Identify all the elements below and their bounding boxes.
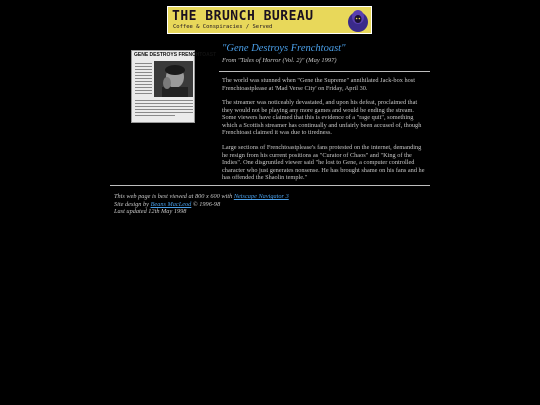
page-footer [114, 193, 289, 216]
article-paragraph: Large sections of Frenchtoastplease's fans protested on the internet, demanding he resign from his current positions as "Curator of Chaos" and "King of the Indies". One disgruntled viewer said "he lost to Gene, a computer controlled character who just generates nonsense. He has brought shame on his fans and he has offended the Shaolin temple." [222, 144, 425, 182]
footer-text: Site design by [114, 200, 151, 208]
divider [219, 71, 430, 72]
last-updated: Last updated 12th May 1998 [114, 208, 187, 215]
article-title: "Gene Destroys Frenchtoast" [222, 43, 346, 54]
newspaper-clipping-image [131, 50, 217, 123]
designer-link[interactable]: Beans MacLeod [150, 200, 192, 208]
clipping-headline: GENE DESTROYS FRENCHTOAST [134, 52, 217, 58]
banner-subtitle: Coffee & Conspiracies / Served [173, 24, 273, 30]
netscape-link[interactable]: Netscape Navigator 3 [233, 193, 289, 200]
article-paragraph: The world was stunned when "Gene the Supreme" annihilated Jack-box host Frenchtoastplease at 'Mad Verse City' on Friday, April 30. [222, 77, 415, 92]
footer-credits [114, 201, 289, 209]
article-paragraph: The streamer was noticeably devastated, and upon his defeat, proclaimed that they would not be playing any more games and would be ending the stream. Some viewers have claimed that this is evidence of a "rage quit", something which a Scottish streamer has continually and unfairly been accused of, though Frenchtoast claimed it was due to tiredness. [222, 99, 422, 137]
portrait-icon [154, 61, 193, 97]
divider [110, 185, 430, 186]
hooded-figure-icon [347, 8, 369, 32]
footer-text: This web page is best viewed at 800 x 600 with [114, 193, 234, 200]
copyright-text: © 1996-98 [191, 200, 221, 208]
article-source: From "Tales of Horror (Vol. 2)" (May 1997) [222, 57, 337, 64]
footer-browser-note [114, 193, 289, 201]
banner-title: THE BRUNCH BUREAU [172, 9, 314, 24]
site-banner[interactable] [167, 6, 372, 34]
clipping-photo [154, 61, 193, 97]
